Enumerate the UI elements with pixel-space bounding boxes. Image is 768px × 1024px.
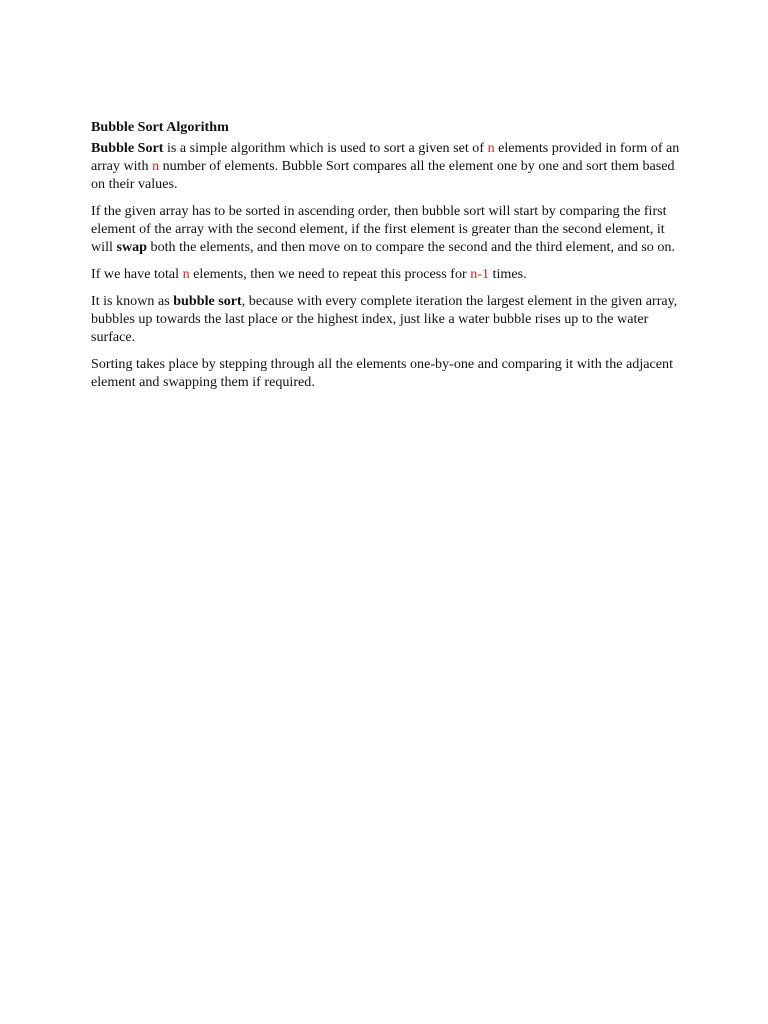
variable-n-minus-1: n-1 [470,266,490,282]
paragraph-text: If we have total [91,266,183,282]
page-title: Bubble Sort Algorithm [91,119,229,135]
paragraph-ascending-order [91,202,687,256]
paragraph-text: times. [489,266,527,282]
paragraph-text: If the given array has to be sorted in ascending order, then bubble sort will start by comparing the first element of the array with the second element, if the first element is greater than the second element, it will [91,203,667,255]
paragraph-intro [91,139,687,193]
paragraph-text: is a simple algorithm which is used to sort a given set of [163,140,488,156]
paragraph-text: number of elements. Bubble Sort compares all the element one by one and sort them based on their values. [91,158,675,192]
paragraph-text: Sorting takes place by stepping through all the elements one-by-one and comparing it with the adjacent element and swapping them if required. [91,356,673,390]
paragraph-text: elements provided in form of an array with [91,140,680,174]
bold-term-swap: swap [116,239,148,255]
variable-n: n [487,140,495,156]
paragraph-repeat [91,265,687,283]
bold-term-bubble-sort-lower: bubble sort [173,293,242,309]
variable-n: n [182,266,190,282]
paragraph-process [91,355,687,391]
paragraph-text: It is known as [91,293,174,309]
paragraph-text: , because with every complete iteration the largest element in the given array, bubbles up towards the last place or the highest index, just like a water bubble rises up to the water surface. [91,293,678,345]
bold-term-bubble-sort: Bubble Sort [91,140,164,156]
paragraph-text: elements, then we need to repeat this process for [189,266,471,282]
variable-n: n [152,158,160,174]
paragraph-naming [91,292,687,346]
paragraph-text: both the elements, and then move on to compare the second and the third element, and so on. [147,239,675,255]
document-body [91,118,687,400]
